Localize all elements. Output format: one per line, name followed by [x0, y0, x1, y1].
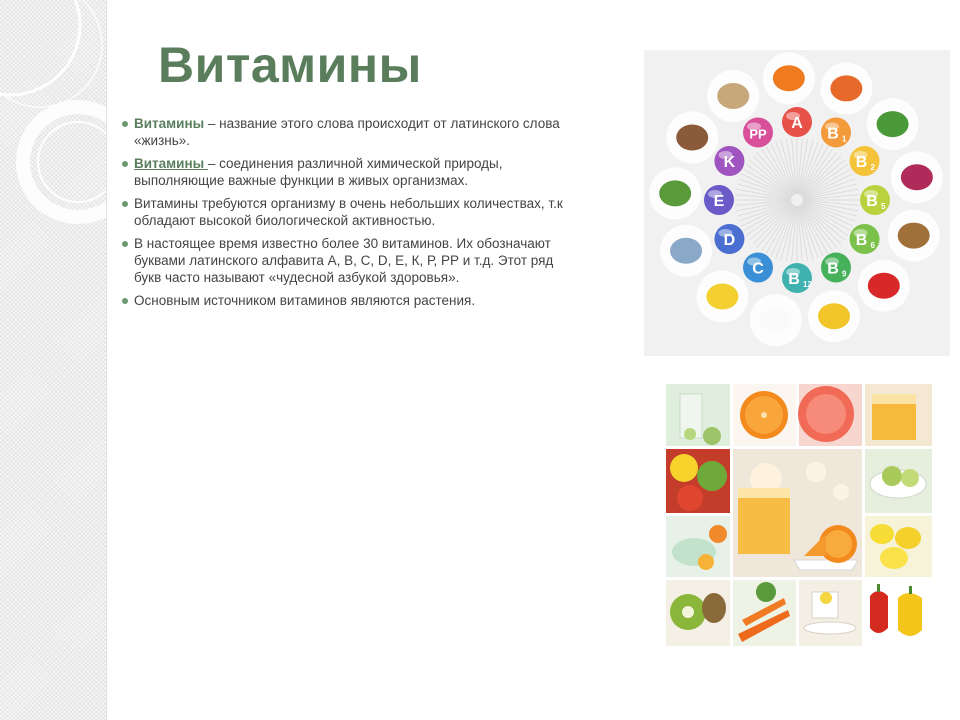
bullet-text: – соединения различной химической природы,: [207, 156, 503, 171]
vitamin-label: K: [723, 154, 736, 171]
broccoli-icon: [867, 98, 919, 150]
vitamin-label: D: [723, 232, 736, 249]
nut-icon: [888, 210, 940, 262]
circle-decoration-icon: [0, 0, 106, 720]
bullet-text: Витамины требуются организму в очень небольших количествах, т.к: [134, 196, 563, 211]
bullet-keyword-link[interactable]: Витамины: [134, 156, 208, 171]
bullet-keyword: Витамины: [134, 116, 205, 131]
vitamin-label: B: [855, 232, 868, 249]
lime-water-photo: [666, 384, 730, 446]
list-item: [122, 155, 650, 189]
vitamin-label: E: [713, 193, 725, 210]
vitamin-sphere-b5: [860, 185, 890, 215]
list-item: [122, 292, 650, 309]
bullet-text: «жизнь».: [134, 133, 191, 148]
vitamin-label: PP: [749, 126, 767, 142]
vitamin-sphere-b6: [850, 224, 880, 254]
decorative-sidebar: [0, 0, 107, 720]
vitamin-sphere-d: [714, 224, 744, 254]
list-item: [122, 195, 650, 229]
mixed-fruit-photo: [666, 449, 730, 513]
peas-icon: [649, 167, 701, 219]
vitamin-sphere-pp: [743, 117, 773, 147]
egg-icon: [750, 294, 802, 346]
vitamin-sphere-e: [704, 185, 734, 215]
fruit-collage-image: [666, 384, 932, 646]
vitamin-label: C: [752, 260, 764, 278]
beet-icon: [891, 151, 943, 203]
vitamin-label: A: [791, 115, 803, 132]
tea-icon: [666, 112, 718, 164]
orange-slice-photo: [733, 384, 796, 446]
bullet-text: – название этого слова происходит от латинского слова: [204, 116, 560, 131]
bell-peppers-photo: [865, 580, 932, 646]
vitamin-subscript: 2: [870, 163, 876, 172]
vitamin-subscript: 5: [881, 202, 886, 211]
vitamin-subscript: 12: [803, 280, 812, 289]
vitamin-sphere-k: [714, 146, 744, 176]
juice-glass-photo: [865, 384, 932, 446]
vitamin-label: B: [788, 271, 800, 288]
carrot-icon: [763, 52, 815, 104]
vitamin-sphere-b9: [821, 253, 851, 283]
vitamin-subscript: 6: [870, 241, 876, 250]
vitamin-sphere-a: [782, 107, 812, 137]
vitamin-subscript: 9: [842, 269, 847, 279]
kiwi-photo: [666, 580, 730, 646]
pumpkin-icon: [820, 62, 872, 114]
vitamin-label: B: [866, 193, 878, 210]
list-item: [122, 115, 650, 149]
bullet-text: В настоящее время известно более 30 витаминов. Их обозначают: [134, 236, 551, 251]
lime-bowl-photo: [865, 449, 932, 513]
orange-juice-jug-photo: [733, 449, 862, 577]
citrus-icon: [696, 271, 748, 323]
vitamin-label: B: [855, 154, 868, 171]
fish-icon: [660, 225, 712, 277]
vitamin-sphere-b1: [821, 117, 851, 147]
vitamin-subscript: 1: [842, 134, 847, 144]
vitamin-label: B: [827, 125, 839, 143]
lemons-photo: [865, 516, 932, 577]
bullet-text: обладают высокой биологической активностью.: [134, 213, 436, 228]
list-item: [122, 235, 650, 286]
vitamin-sphere-b2: [850, 146, 880, 176]
banana-icon: [808, 290, 860, 342]
mushroom-icon: [707, 70, 759, 122]
carrots-greens-photo: [733, 580, 796, 646]
grapefruit-photo: [798, 384, 862, 446]
bullet-text: букв часто называют «чудесной азбукой здоровья».: [134, 270, 460, 285]
strawberry-icon: [858, 260, 910, 312]
bullet-text: выполняющие важные функции в живых организмах.: [134, 173, 469, 188]
vitamin-wheel-image: [644, 50, 950, 356]
vitamin-sphere-c: [743, 253, 773, 283]
page-title: Витамины: [158, 37, 422, 93]
tea-cup-photo: [799, 580, 862, 646]
vitamin-label: B: [827, 260, 839, 278]
bullet-list: [122, 115, 650, 315]
juicer-photo: [666, 516, 730, 577]
bullet-text: буквами латинского алфавита А, В, С, D, Е, К, Р, РР и т.д. Этот ряд: [134, 253, 554, 268]
bullet-text: Основным источником витаминов являются растения.: [134, 293, 476, 308]
